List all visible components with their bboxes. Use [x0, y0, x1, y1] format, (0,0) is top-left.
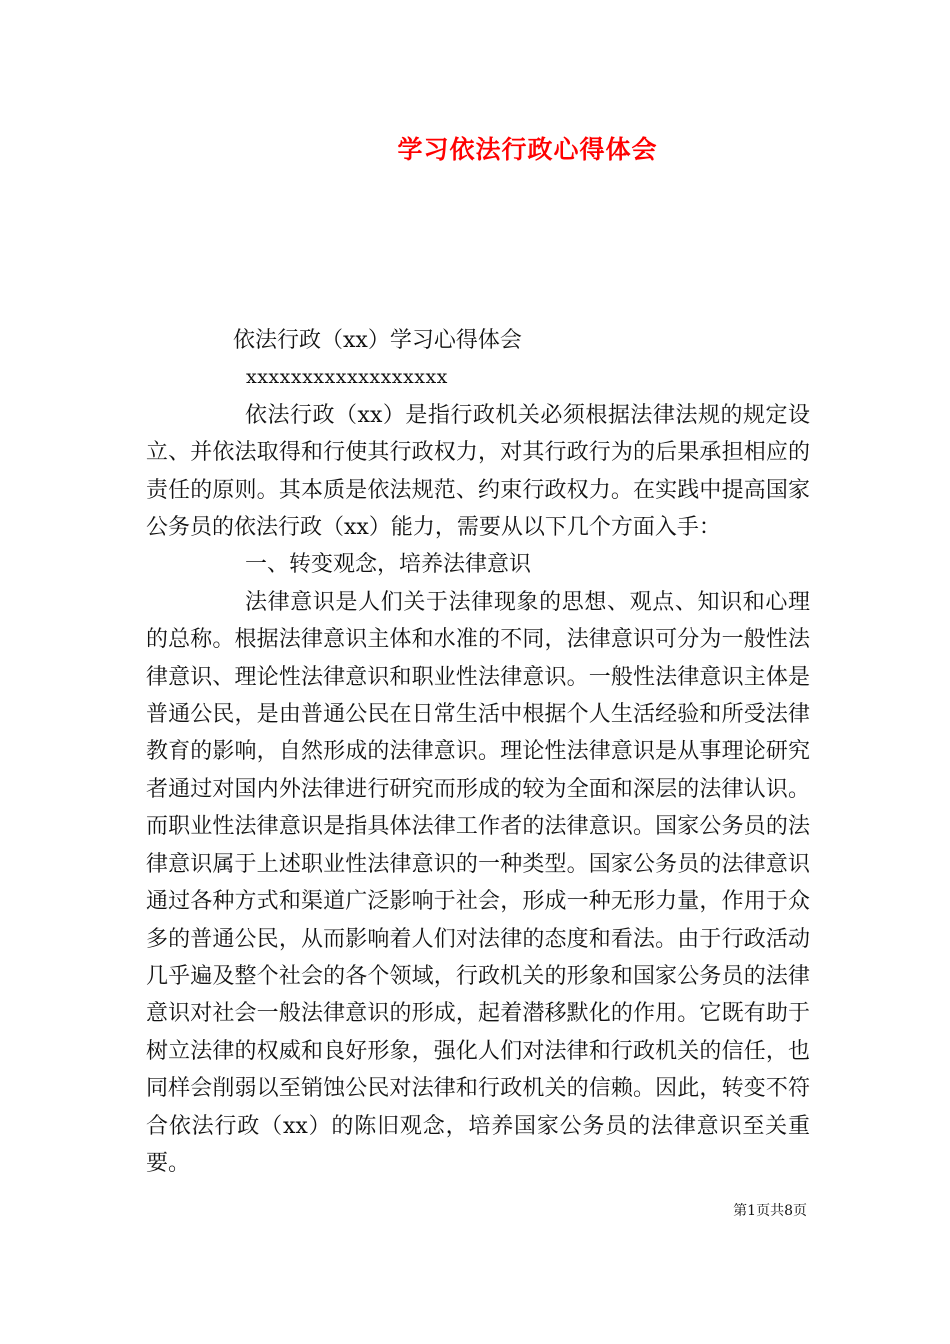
- paragraph-legal-awareness: 法律意识是人们关于法律现象的思想、观点、知识和心理的总称。根据法律意识主体和水准的不同，法律意识可分为一般性法律意识、理论性法律意识和职业性法律意识。一般性法律意识主体是普通公民，是由普通公民在日常生活中根据个人生活经验和所受法律教育的影响，自然形成的法律意识。理论性法律意识是从事理论研究者通过对国内外法律进行研究而形成的较为全面和深层的法律认识。而职业性法律意识是指具体法律工作者的法律意识。国家公务员的法律意识属于上述职业性法律意识的一种类型。国家公务员的法律意识通过各种方式和渠道广泛影响于社会，形成一种无形力量，作用于众多的普通公民，从而影响着人们对法律的态度和看法。由于行政活动几乎遍及整个社会的各个领域，行政机关的形象和国家公务员的法律意识对社会一般法律意识的形成，起着潜移默化的作用。它既有助于树立法律的权威和良好形象，强化人们对法律和行政机关的信任，也同样会削弱以至销蚀公民对法律和行政机关的信赖。因此，转变不符合依法行政（xx）的陈旧观念，培养国家公务员的法律意识至关重要。: [146, 589, 810, 1176]
- paragraph-intro: 依法行政（xx）是指行政机关必须根据法律法规的规定设立、并依法取得和行使其行政权力，对其行政行为的后果承担相应的责任的原则。其本质是依法规范、约束行政权力。在实践中提高国家公务员的依法行政（xx）能力，需要从以下几个方面入手：: [146, 402, 810, 541]
- author-line: xxxxxxxxxxxxxxxxxx: [246, 366, 448, 389]
- document-body: [146, 322, 810, 1182]
- page-title: 学习依法行政心得体会: [397, 135, 658, 164]
- document-subtitle: 依法行政（xx）学习心得体会: [233, 328, 522, 353]
- section-heading: 一、转变观念，培养法律意识: [245, 552, 532, 578]
- page-number: 第1页共8页: [733, 1203, 807, 1219]
